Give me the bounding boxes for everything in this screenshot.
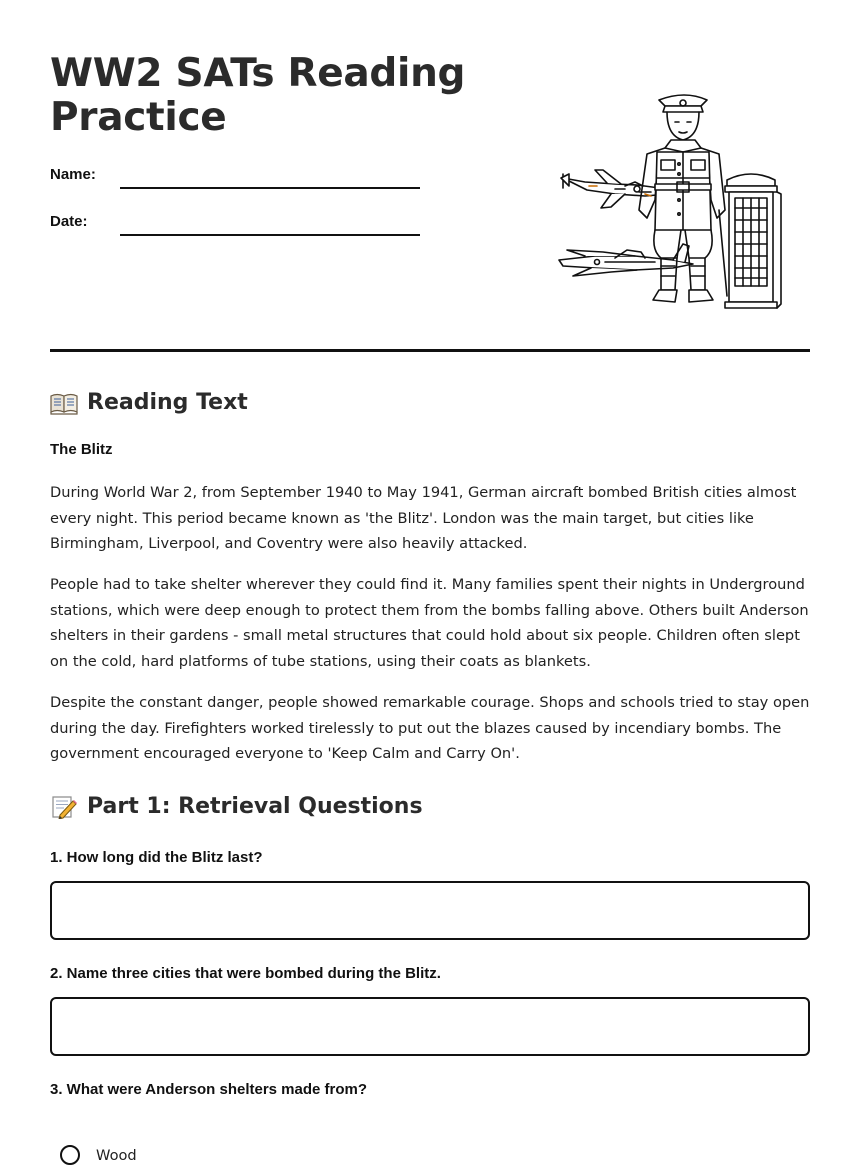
- radio-button[interactable]: [60, 1145, 80, 1165]
- part1-heading-text: Part 1: Retrieval Questions: [87, 794, 423, 819]
- name-input-line[interactable]: [120, 187, 420, 189]
- question-2: 2. Name three cities that were bombed during the Blitz.: [50, 965, 441, 982]
- memo-pencil-icon: [50, 795, 78, 819]
- page-title: WW2 SATs Reading Practice: [50, 51, 466, 140]
- name-label: Name:: [50, 166, 96, 183]
- ww2-illustration: [555, 90, 785, 315]
- reading-heading-text: Reading Text: [87, 390, 248, 415]
- bomber-plane-icon: [559, 244, 693, 276]
- question-3: 3. What were Anderson shelters made from?: [50, 1081, 368, 1098]
- text-title: The Blitz: [50, 441, 113, 458]
- reading-text-heading: [50, 390, 248, 415]
- name-field: [50, 160, 420, 190]
- part1-heading: [50, 794, 423, 819]
- soldier-icon: [639, 95, 727, 302]
- worksheet-page: [50, 0, 810, 1164]
- date-label: Date:: [50, 213, 88, 230]
- telephone-box-icon: [725, 174, 781, 308]
- option-label: Wood: [96, 1146, 137, 1164]
- reading-paragraph: People had to take shelter wherever they could find it. Many families spent their nights in Underground stations, which were deep enough to protect them from the bombs falling above. Others built Anderson shelters in their gardens - small metal structures that could hold about six people. Children often slept on the cold, hard platforms of tube stations, using their coats as blankets.: [50, 576, 809, 671]
- question-1: 1. How long did the Blitz last?: [50, 849, 263, 866]
- answer-input-2[interactable]: [50, 997, 810, 1056]
- header-divider: [50, 349, 810, 352]
- date-field: [50, 207, 420, 237]
- date-input-line[interactable]: [120, 234, 420, 236]
- option-wood[interactable]: [60, 1145, 137, 1165]
- worksheet-header: [50, 0, 810, 352]
- reading-paragraph: During World War 2, from September 1940 to May 1941, German aircraft bombed British cities almost every night. This period became known as 'the Blitz'. London was the main target, but cities like Birmingham, Liverpool, and Coventry were also heavily attacked.: [50, 484, 797, 553]
- answer-input-1[interactable]: [50, 881, 810, 940]
- reading-paragraph: Despite the constant danger, people showed remarkable courage. Shops and schools tried to stay open during the day. Firefighters worked tirelessly to put out the blazes caused by incendiary bombs. The government encouraged everyone to 'Keep Calm and Carry On'.: [50, 694, 810, 763]
- open-book-icon: [50, 391, 78, 415]
